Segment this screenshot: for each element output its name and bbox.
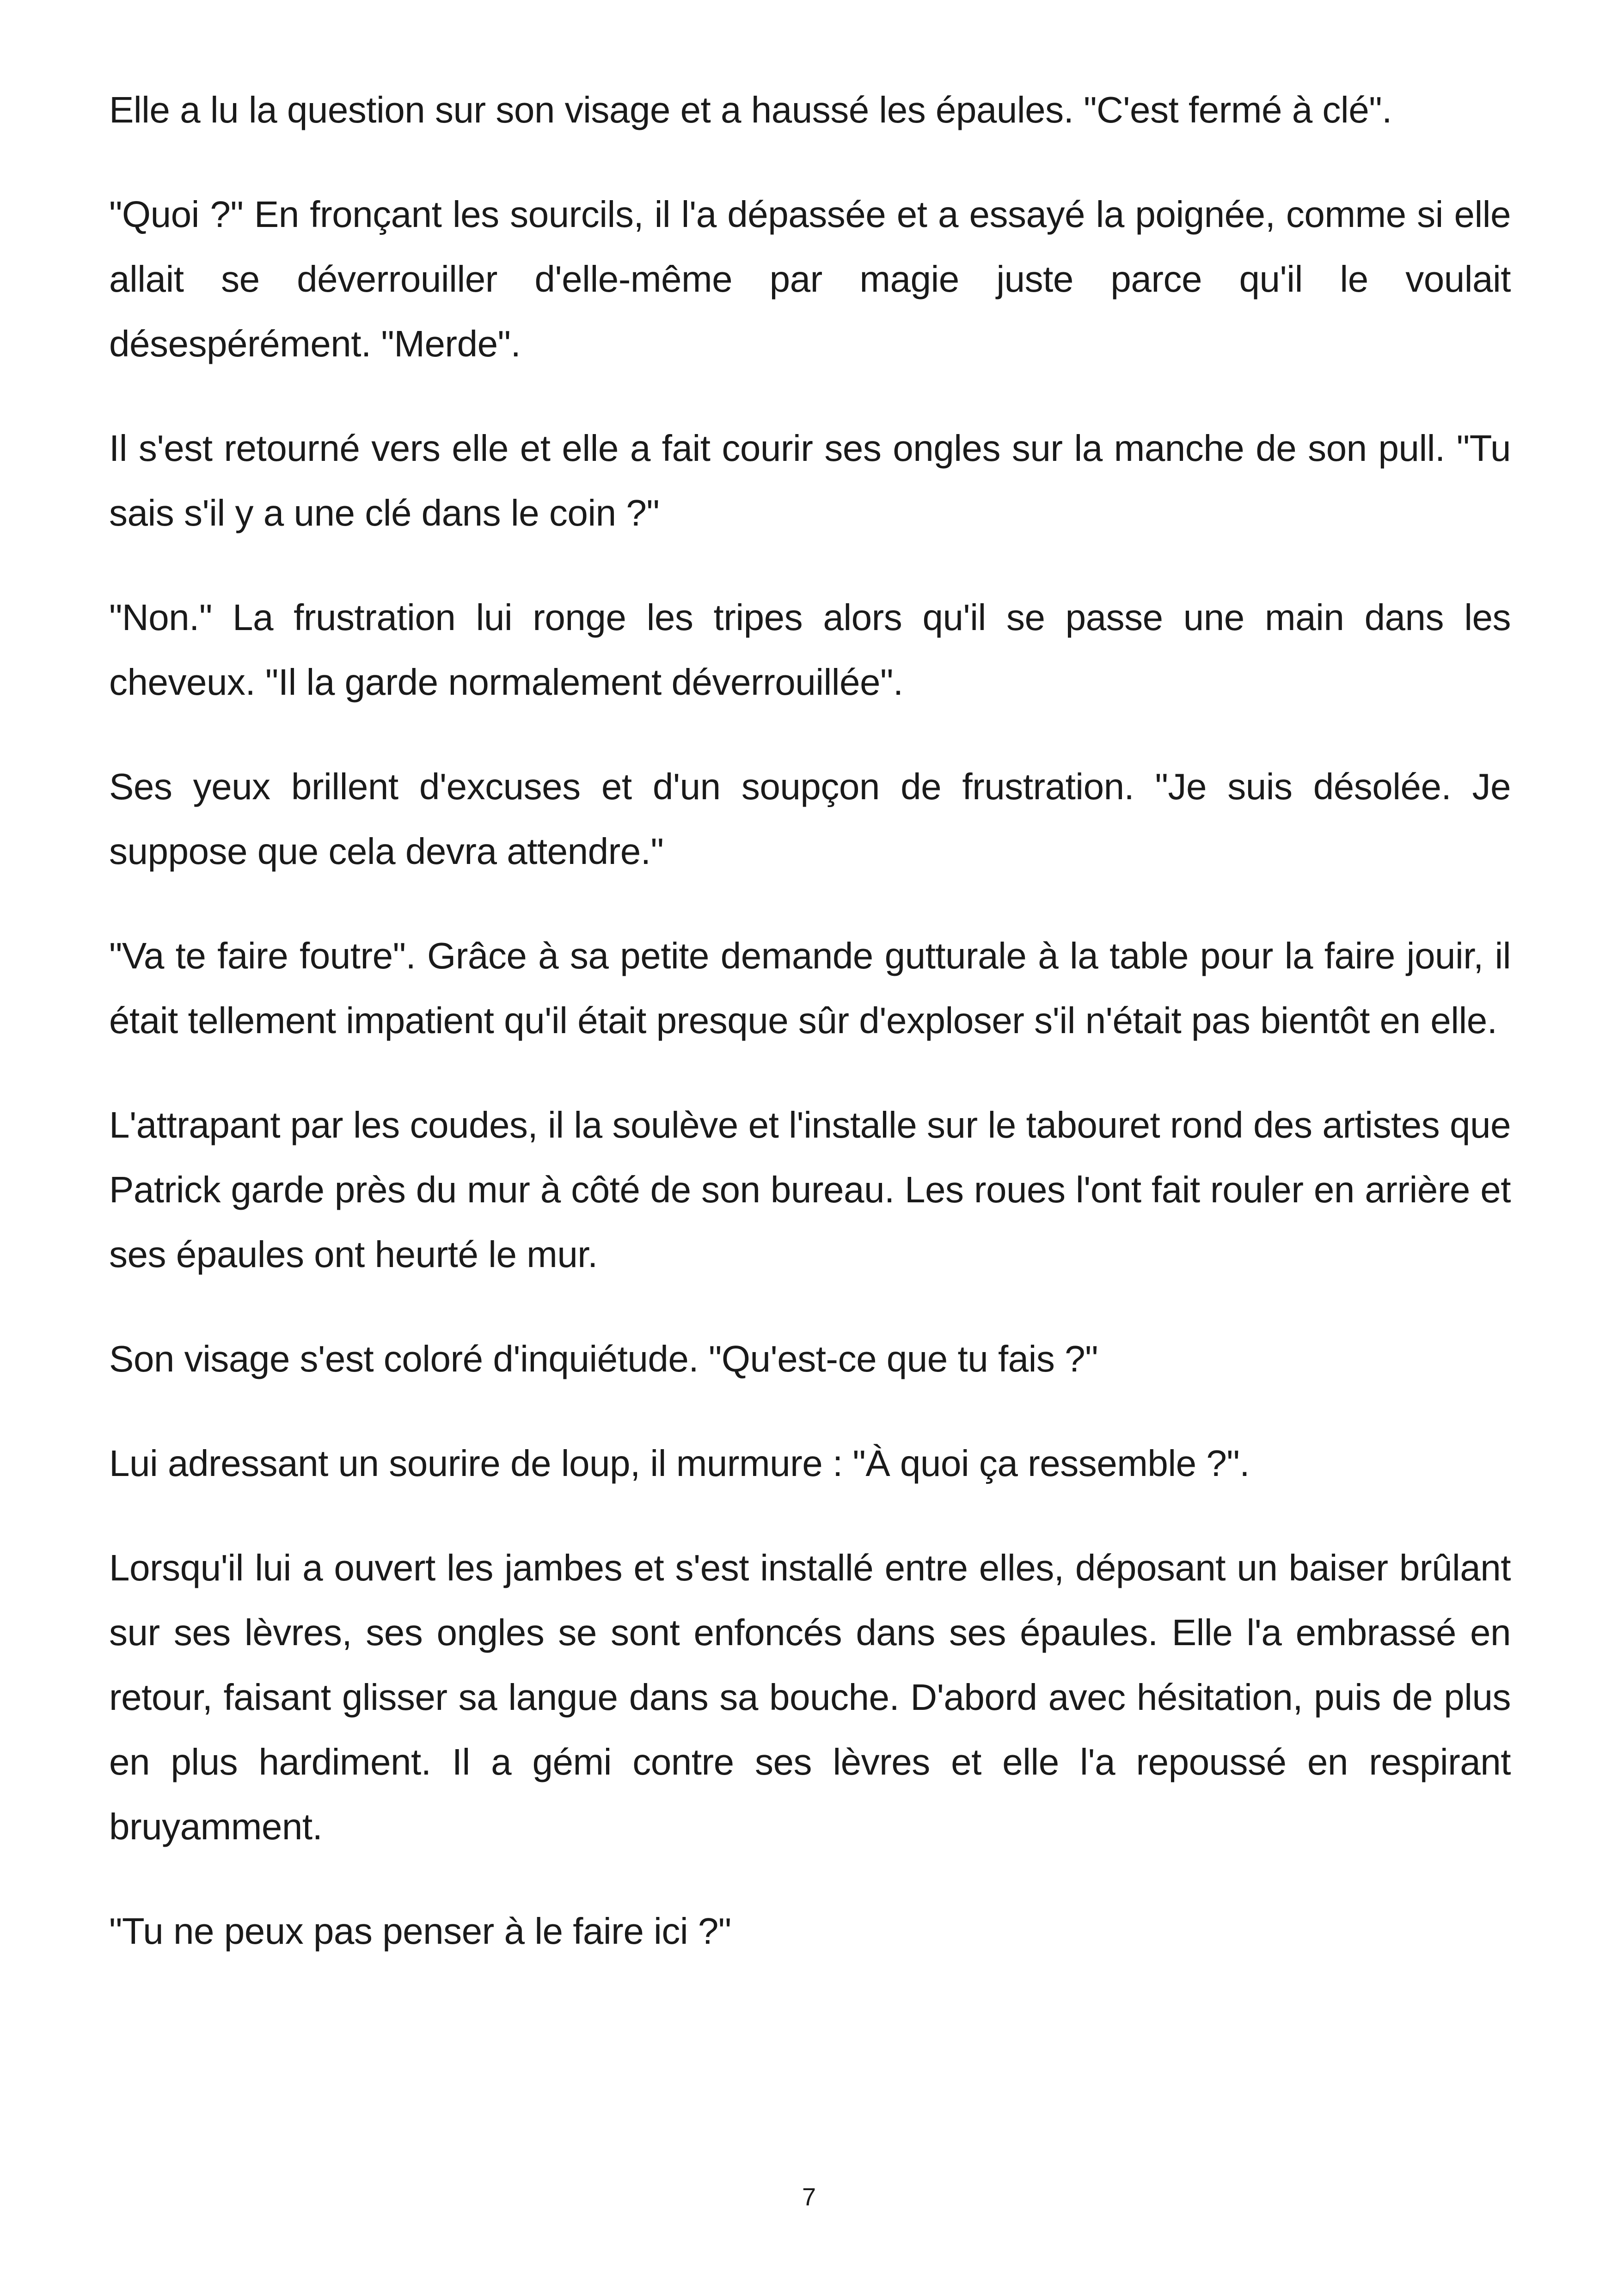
- paragraph: "Tu ne peux pas penser à le faire ici ?": [109, 1910, 731, 1952]
- paragraph: L'attrapant par les coudes, il la soulève et l'installe sur le tabouret rond des artistes que Patrick garde près du mur à côté de son bureau. Les roues l'ont fait rouler en arrière et ses épaules ont heurté le mur.: [109, 1104, 1511, 1275]
- paragraph: Lorsqu'il lui a ouvert les jambes et s'est installé entre elles, déposant un baiser brûlant sur ses lèvres, ses ongles se sont enfoncés dans ses épaules. Elle l'a embrassé en retour, faisant glisser sa langue dans sa bouche. D'abord avec hésitation, puis de plus en plus hardiment. Il a gémi contre ses lèvres et elle l'a repoussé en respirant bruyamment.: [109, 1547, 1511, 1847]
- paragraph: "Va te faire foutre". Grâce à sa petite demande gutturale à la table pour la faire jouir, il était tellement impatient qu'il était presque sûr d'exploser s'il n'était pas bientôt en elle.: [109, 935, 1511, 1041]
- paragraph: Elle a lu la question sur son visage et a haussé les épaules. "C'est fermé à clé".: [109, 89, 1392, 130]
- paragraph: "Non." La frustration lui ronge les tripes alors qu'il se passe une main dans les cheveux. "Il la garde normalement déverrouillée".: [109, 597, 1511, 703]
- text-body: [109, 78, 1511, 2003]
- paragraph: Son visage s'est coloré d'inquiétude. "Qu'est-ce que tu fais ?": [109, 1338, 1098, 1379]
- paragraph: Lui adressant un sourire de loup, il murmure : "À quoi ça ressemble ?".: [109, 1443, 1250, 1484]
- page-number: 7: [802, 2183, 816, 2211]
- paragraph: "Quoi ?" En fronçant les sourcils, il l'a dépassée et a essayé la poignée, comme si elle allait se déverrouiller d'elle-même par magie juste parce qu'il le voulait désespérément. "Merde".: [109, 194, 1511, 364]
- paragraph: Il s'est retourné vers elle et elle a fait courir ses ongles sur la manche de son pull. "Tu sais s'il y a une clé dans le coin ?": [109, 428, 1511, 533]
- paragraph: Ses yeux brillent d'excuses et d'un soupçon de frustration. "Je suis désolée. Je suppose que cela devra attendre.": [109, 766, 1511, 872]
